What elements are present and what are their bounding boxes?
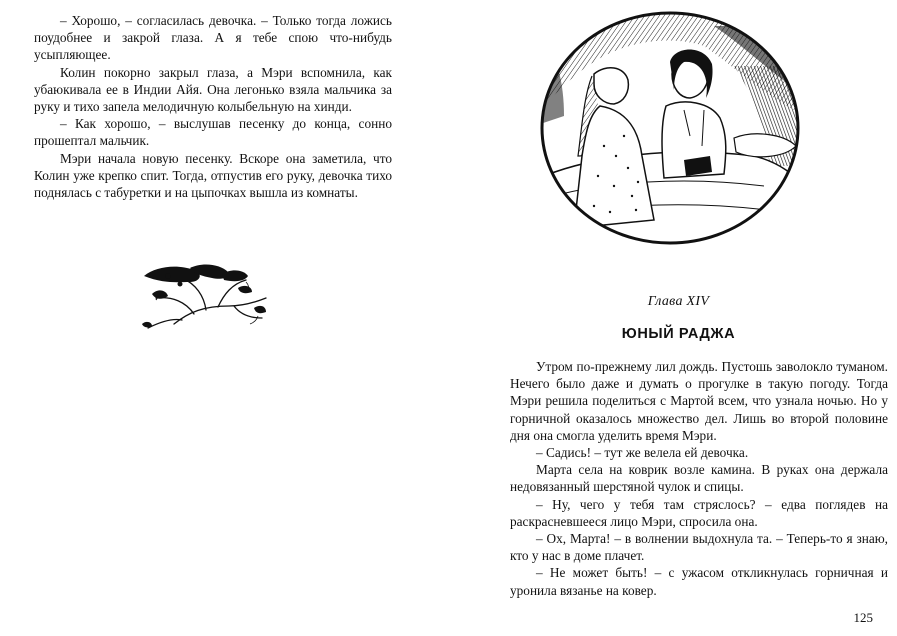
paragraph: – Хорошо, – согласилась девочка. – Только тогда ложись поудобнее и закрой глаза. А я тебе спою что-нибудь усыпляющее. <box>34 13 392 63</box>
paragraph: Мэри начала новую песенку. Вскоре она заметила, что Колин уже крепко спит. Тогда, отпустив его руку, девочка тихо поднялась с табуретки и на цыпочках вышла из комнаты. <box>34 150 392 201</box>
chapter-number: Глава XIV <box>647 294 710 309</box>
paragraph: – Как хорошо, – выслушав песенку до конца, сонно прошептал мальчик. <box>34 116 392 149</box>
right-page-text <box>510 358 888 599</box>
left-page <box>0 0 440 636</box>
left-page-text <box>34 12 392 201</box>
oval-engraving-two-children-on-bed-icon <box>534 6 806 250</box>
paragraph: Марта села на коврик возле камина. В руках она держала недовязанный шерстяной чулок и спицы. <box>510 462 888 495</box>
floral-sprig-icon <box>134 262 270 332</box>
paragraph: Утром по-прежнему лил дождь. Пустошь заволокло туманом. Нечего было даже и думать о прогулке в такую погоду. Тогда Мэри решила поделиться с Мартой всем, что узнала ночью. Но у горничной оказалось множество дел. Лишь во второй половине дня она смогла уделить время Мэри. <box>510 359 888 443</box>
paragraph: – Садись! – тут же велела ей девочка. <box>536 445 749 461</box>
paragraph: – Не может быть! – с ужасом откликнулась горничная и уронила вязанье на ковер. <box>510 565 888 598</box>
paragraph: Колин покорно закрыл глаза, а Мэри вспомнила, как убаюкивала ее в Индии Айя. Она легонько взяла мальчика за руку и тихо запела мелодичную колыбельную на хинди. <box>34 64 392 115</box>
paragraph: – Ну, чего у тебя там стряслось? – едва поглядев на раскрасневшееся лицо Мэри, спросила она. <box>510 496 888 529</box>
chapter-title: ЮНЫЙ РАДЖА <box>621 326 736 342</box>
paragraph: – Ох, Марта! – в волнении выдохнула та. – Теперь-то я знаю, кто у нас в доме плачет. <box>510 531 888 564</box>
page-number: 125 <box>853 610 873 625</box>
right-page <box>460 0 897 636</box>
gutter <box>440 0 460 636</box>
